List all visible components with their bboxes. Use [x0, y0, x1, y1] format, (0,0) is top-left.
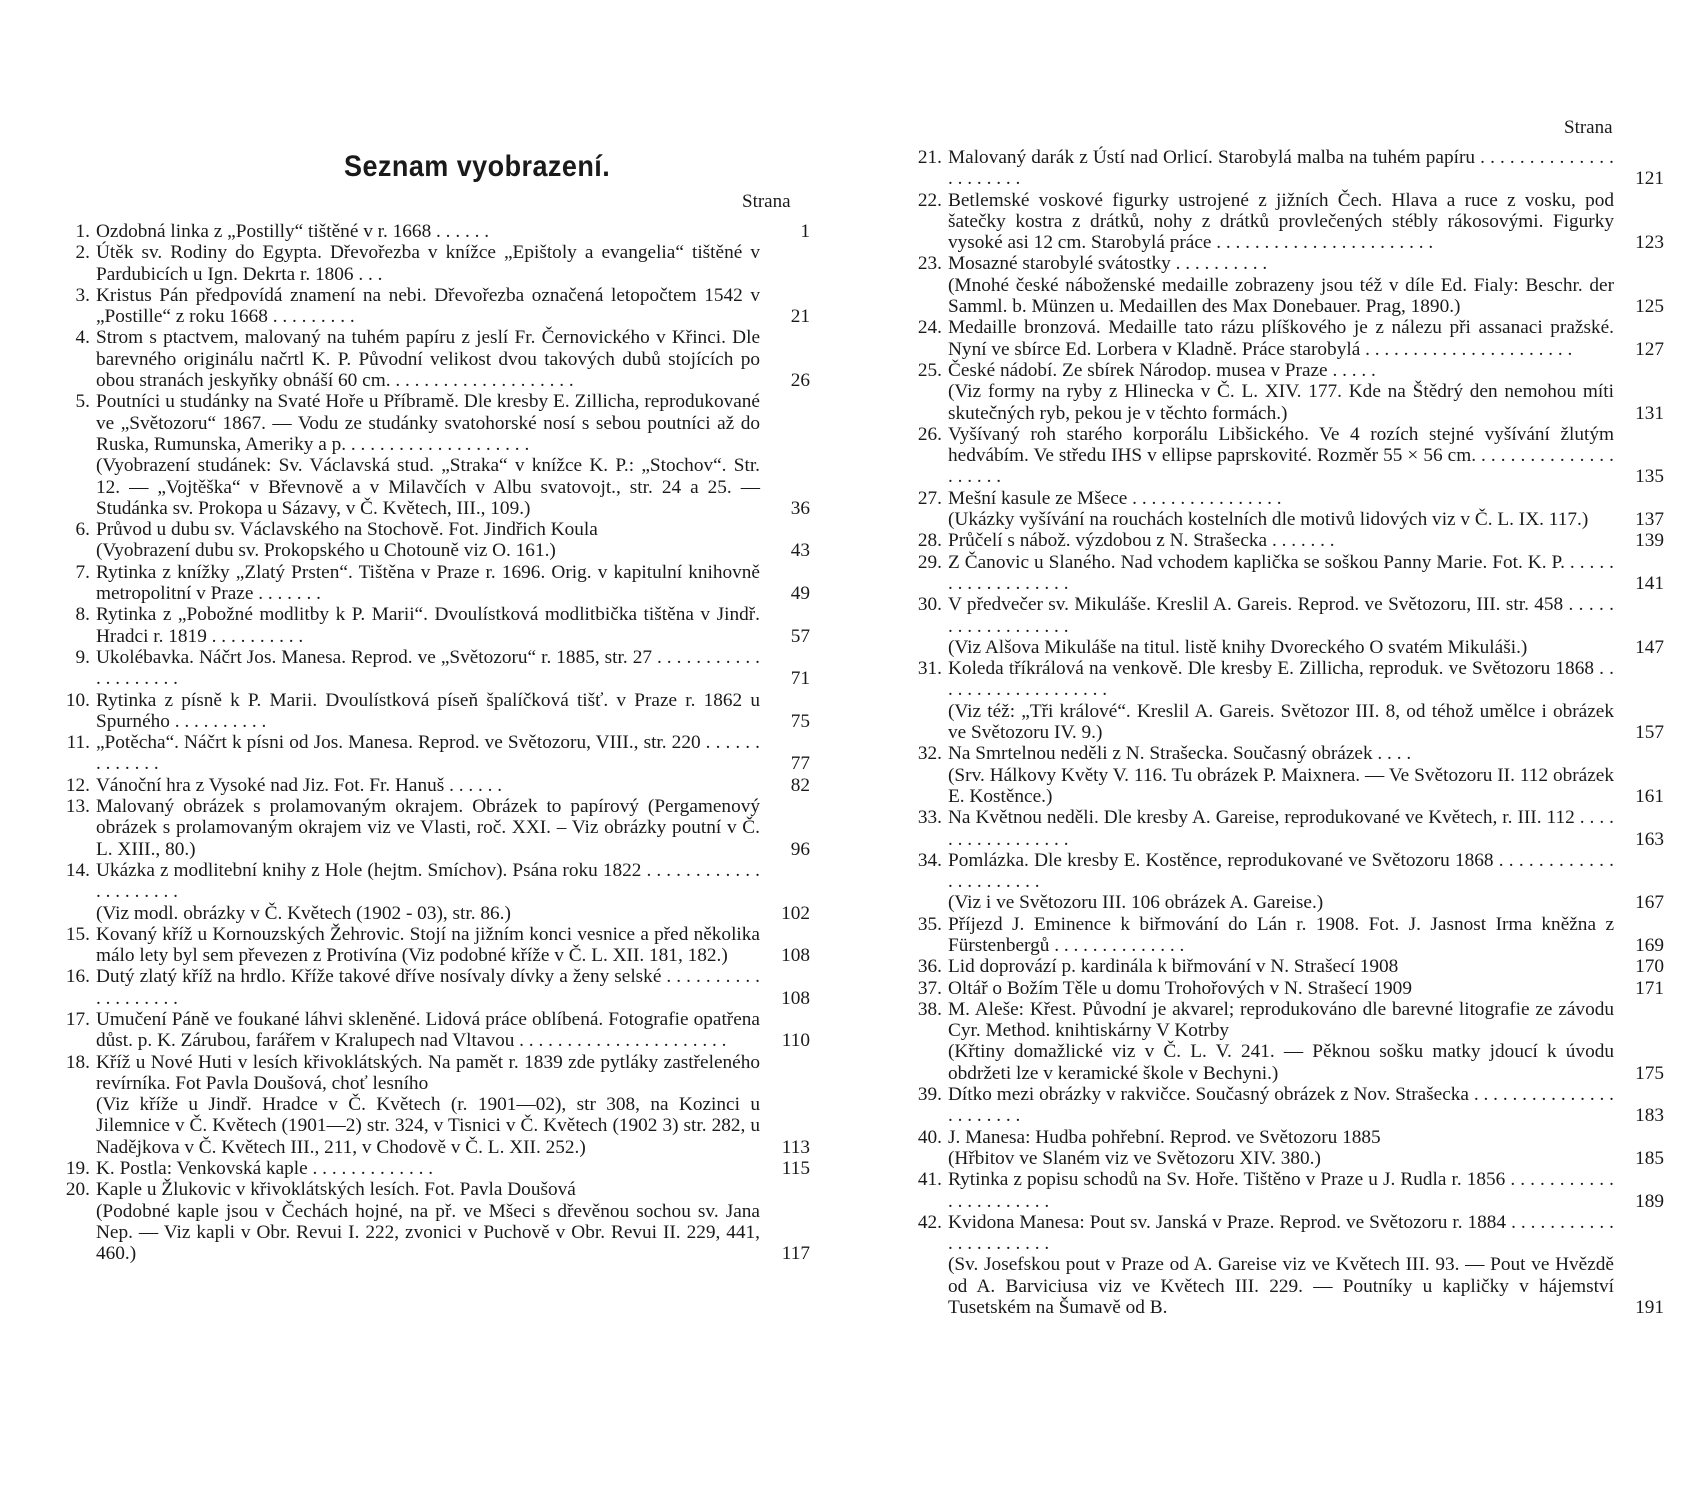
item-number: 42.: [917, 1211, 942, 1233]
list-item: [52, 327, 810, 391]
list-item: [52, 966, 810, 1009]
item-number: 40.: [917, 1126, 942, 1148]
page-number: 108: [781, 945, 810, 967]
item-caption: Průčelí s nábož. výzdobou z N. Strašecka . . . . . . .: [948, 530, 1335, 552]
item-number: 39.: [917, 1084, 942, 1106]
list-item: [904, 424, 1664, 488]
item-description: [948, 807, 1614, 850]
page-number: 75: [790, 710, 810, 732]
item-caption: Rytinka z popisu schodů na Sv. Hoře. Tištěno v Praze u J. Rudla r. 1856 . . . . . . . . . . . . . . . . . . . . . .: [948, 1169, 1614, 1212]
item-number: 13.: [65, 796, 90, 818]
page-number: 157: [1635, 722, 1664, 744]
list-item: [904, 1084, 1664, 1127]
item-description: [96, 796, 760, 860]
list-item: [52, 1179, 810, 1264]
item-number: 14.: [65, 859, 90, 881]
item-number: 4.: [75, 327, 90, 349]
page-number: 191: [1635, 1297, 1664, 1319]
item-caption: Příjezd J. Eminence k biřmování do Lán r. 1908. Fot. J. Jasnost Irma kněžna z Fürstenbergů . . . . . . . . . . . . . .: [948, 913, 1614, 956]
item-number: 10.: [65, 689, 90, 711]
item-description: [948, 658, 1614, 743]
item-caption: Malovaný obrázek s prolamovaným okrajem. Obrázek to papírový (Pergamenový obrázek s prolamovaným okrajem viz ve Vlasti, roč. XXI. – Viz obrázky poutní v Č. L. XIII., 80.): [96, 796, 760, 860]
item-number: 33.: [917, 807, 942, 829]
item-note: (Vyobrazení dubu sv. Prokopského u Chotouně viz O. 161.): [96, 540, 556, 562]
item-caption: Útěk sv. Rodiny do Egypta. Dřevořezba v knížce „Epištoly a evangelia“ tištěné v Pardubicích u Ign. Dekrta r. 1806 . . .: [96, 242, 760, 285]
item-description: [96, 860, 760, 924]
list-item: [52, 1052, 810, 1158]
list-item: [904, 147, 1664, 190]
item-note: (Viz kříže u Jindř. Hradce v Č. Květech (r. 1901—02), str 308, na Kozinci u Jilemnice v Č. Květech (1901—2) str. 324, v Tisnici v Č. Květech (1902 3) str. 282, u Nadějkova v Č. Květech III., 211, v Chodově v Č. L. XII. 252.): [96, 1094, 760, 1158]
page-number: 113: [781, 1136, 810, 1158]
item-number: 8.: [75, 604, 90, 626]
item-description: [948, 999, 1614, 1084]
item-caption: M. Aleše: Křest. Původní je akvarel; reprodukováno dle barevné litografie ze závodu Cyr. Method. knihtiskárny V Kotrby: [948, 998, 1614, 1042]
list-item: [52, 796, 810, 860]
item-description: [948, 978, 1614, 999]
item-caption: Medaille bronzová. Medaille tato rázu plíškového je z nálezu při assanaci pražské. Nyní ve sbírce Ed. Lorbera v Kladně. Práce starobylá . . . . . . . . . . . . . . . . . . . . . .: [948, 317, 1614, 360]
item-description: [948, 1169, 1614, 1212]
page-title: Seznam vyobrazení.: [344, 150, 611, 183]
item-caption: Na Smrtelnou neděli z N. Strašecka. Současný obrázek . . . .: [948, 743, 1412, 765]
item-number: 18.: [65, 1051, 90, 1073]
list-item: [904, 253, 1664, 317]
list-item: [904, 914, 1664, 957]
item-note: (Srv. Hálkovy Květy V. 116. Tu obrázek P. Maixnera. — Ve Světozoru II. 112 obrázek E. Kostěnce.): [948, 764, 1614, 807]
list-item: [52, 690, 810, 733]
page-column-header: Strana: [742, 191, 791, 212]
item-description: [948, 253, 1614, 317]
item-number: 16.: [65, 966, 90, 988]
page-number: 170: [1635, 956, 1664, 978]
item-number: 2.: [75, 242, 90, 264]
list-item: [52, 924, 810, 967]
page-number: 110: [781, 1030, 810, 1052]
list-item: [904, 999, 1664, 1084]
list-item: [904, 190, 1664, 254]
item-caption: Poutníci u studánky na Svaté Hoře u Příbramě. Dle kresby E. Zillicha, reprodukované ve „Světozoru“ 1867. — Vodu ze studánky svatohorské nosí s sebou poutníci až do Ruska, Rumunska, Ameriky a p. . . . . . . . . . . . . . . . . . . .: [96, 391, 760, 455]
page-number: 21: [790, 306, 810, 328]
item-number: 30.: [917, 594, 942, 616]
item-number: 19.: [65, 1158, 90, 1180]
page-number: 117: [781, 1243, 810, 1265]
list-item: [52, 242, 810, 285]
item-number: 22.: [917, 189, 942, 211]
list-item: [904, 850, 1664, 914]
page-number: 125: [1635, 296, 1664, 318]
item-caption: Oltář o Božím Těle u domu Trohořových v N. Strašecí 1909: [948, 977, 1412, 999]
page-number: 161: [1635, 785, 1664, 807]
item-description: [948, 594, 1614, 658]
item-description: [948, 552, 1614, 595]
page-number: 185: [1635, 1147, 1664, 1169]
item-number: 25.: [917, 359, 942, 381]
item-number: 32.: [917, 743, 942, 765]
item-caption: Kaple u Žlukovic v křivoklátských lesích. Fot. Pavla Doušová: [96, 1179, 576, 1201]
page-number: 127: [1635, 338, 1664, 360]
item-caption: Kristus Pán předpovídá znamení na nebi. Dřevořezba označená letopočtem 1542 v „Postille“ z roku 1668 . . . . . . . . .: [96, 284, 760, 328]
item-caption: Malovaný darák z Ústí nad Orlicí. Starobylá malba na tuhém papíru . . . . . . . . . . . . . . . . . . . . . .: [948, 147, 1614, 190]
page-number: 77: [790, 753, 810, 775]
item-note: (Mnohé české náboženské medaille zobrazeny jsou též v díle Ed. Fialy: Beschr. der Samml. b. Münzen u. Medaillen des Max Donebauer. Prag, 1890.): [948, 274, 1614, 318]
list-item: [904, 807, 1664, 850]
item-caption: Betlemské voskové figurky ustrojené z jižních Čech. Hlava a ruce z vosku, pod šatečky kostra z drátků, nohy z drátků provlečených stébly rákosovými. Figurky vysoké asi 12 cm. Starobylá práce . . . . . . . . . . . . . . . . . . . . . . .: [948, 189, 1614, 254]
item-caption: „Potěcha“. Náčrt k písni od Jos. Manesa. Reprod. ve Světozoru, VIII., str. 220 . . . . . . . . . . . . .: [96, 732, 760, 775]
item-number: 27.: [917, 487, 942, 509]
list-item: [904, 488, 1664, 531]
item-note: (Viz i ve Světozoru III. 106 obrázek A. Gareise.): [948, 892, 1324, 914]
item-note: (Ukázky vyšívání na rouchách kostelních dle motivů lidových viz v Č. L. IX. 117.): [948, 509, 1589, 531]
item-number: 35.: [917, 913, 942, 935]
page-number: 49: [790, 583, 810, 605]
item-description: [96, 924, 760, 967]
page-number: 137: [1635, 509, 1664, 531]
item-description: [948, 850, 1614, 914]
item-number: 17.: [65, 1008, 90, 1030]
item-note: (Viz též: „Tři králové“. Kreslil A. Gareis. Světozor III. 8, od téhož umělce i obrázek ve Světozoru IV. 9.): [948, 700, 1614, 744]
item-caption: V předvečer sv. Mikuláše. Kreslil A. Gareis. Reprod. ve Světozoru, III. str. 458 . . . . . . . . . . . . . . . . . .: [948, 594, 1614, 637]
illustration-list-left: [52, 221, 810, 1265]
page-number: 169: [1635, 934, 1664, 956]
item-description: [948, 743, 1614, 807]
item-number: 26.: [917, 423, 942, 445]
item-caption: Dutý zlatý kříž na hrdlo. Kříže takové dříve nosívaly dívky a ženy selské . . . . . . . . . . . . . . . . . . .: [96, 966, 760, 1009]
page-number: 141: [1635, 572, 1664, 594]
list-item: [52, 647, 810, 690]
item-description: [948, 424, 1614, 488]
item-description: [948, 956, 1614, 977]
item-number: 21.: [917, 147, 942, 168]
list-item: [52, 562, 810, 605]
item-description: [948, 1212, 1614, 1318]
item-caption: Rytinka z písně k P. Marii. Dvoulístková píseň špalíčková tišť. v Praze r. 1862 u Spurného . . . . . . . . . .: [96, 689, 760, 732]
page-number: 189: [1635, 1190, 1664, 1212]
page-number: 163: [1635, 828, 1664, 850]
item-number: 6.: [75, 519, 90, 541]
item-caption: Dítko mezi obrázky v rakvičce. Současný obrázek z Nov. Strašecka . . . . . . . . . . . . . . . . . . . . . . .: [948, 1084, 1614, 1127]
page-number: 82: [790, 774, 810, 796]
item-caption: České nádobí. Ze sbírek Národop. musea v Praze . . . . .: [948, 359, 1376, 381]
item-description: [948, 914, 1614, 957]
list-item: [52, 285, 810, 328]
item-description: [948, 147, 1614, 190]
item-caption: K. Postla: Venkovská kaple . . . . . . . . . . . . .: [96, 1158, 434, 1180]
item-caption: Kříž u Nové Huti v lesích křivoklátských. Na pamět r. 1839 zde pytláky zastřeleného revírníka. Fot Pavla Doušová, choť lesního: [96, 1051, 760, 1094]
list-item: [904, 530, 1664, 551]
item-caption: Mosazné starobylé svátostky . . . . . . . . . .: [948, 253, 1268, 275]
item-caption: Umučení Páně ve foukané láhvi skleněné. Lidová práce oblíbená. Fotografie opatřena důst. p. K. Zárubou, farářem v Kralupech nad Vltavou . . . . . . . . . . . . . . . . . . . . . .: [96, 1008, 760, 1052]
item-number: 37.: [917, 977, 942, 999]
item-number: 24.: [917, 317, 942, 339]
item-caption: Rytinka z „Pobožné modlitby k P. Marii“. Dvoulístková modlitbička tištěna v Jindř. Hradci r. 1819 . . . . . . . . . .: [96, 604, 760, 647]
list-item: [904, 956, 1664, 977]
page-number: 123: [1635, 232, 1664, 254]
item-number: 31.: [917, 658, 942, 680]
page-number: 36: [790, 497, 810, 519]
item-description: [948, 360, 1614, 424]
page-number: 131: [1635, 402, 1664, 424]
page-column-header: Strana: [1564, 117, 1613, 138]
item-description: [96, 732, 760, 775]
list-item: [904, 658, 1664, 743]
item-description: [96, 562, 760, 605]
item-number: 23.: [917, 253, 942, 275]
item-caption: Pomlázka. Dle kresby E. Kostěnce, reprodukované ve Světozoru 1868 . . . . . . . . . . . . . . . . . . . . . .: [948, 849, 1614, 893]
item-number: 9.: [75, 646, 90, 668]
item-description: [96, 1158, 760, 1179]
item-caption: Ozdobná linka z „Postilly“ tištěné v r. 1668 . . . . . .: [96, 221, 490, 242]
page-number: 167: [1635, 892, 1664, 914]
page-number: 26: [790, 370, 810, 392]
item-number: 15.: [65, 923, 90, 945]
item-caption: J. Manesa: Hudba pohřební. Reprod. ve Světozoru 1885: [948, 1126, 1381, 1148]
list-item: [904, 360, 1664, 424]
item-description: [948, 317, 1614, 360]
list-item: [904, 978, 1664, 999]
item-number: 29.: [917, 551, 942, 573]
item-description: [948, 1084, 1614, 1127]
item-number: 20.: [65, 1179, 90, 1201]
item-description: [96, 1009, 760, 1052]
item-description: [96, 285, 760, 328]
item-note: (Sv. Josefskou pout v Praze od A. Gareise viz ve Květech III. 93. — Pout ve Hvězdě od A. Barviciusa viz ve Květech III. 229. — Poutníky u kapličky v hájemství Tusetském na Šumavě od B.: [948, 1254, 1614, 1319]
page-number: 57: [790, 625, 810, 647]
item-description: [96, 647, 760, 690]
list-item: [904, 1169, 1664, 1212]
list-item: [904, 1212, 1664, 1318]
item-description: [96, 391, 760, 519]
page-number: 108: [781, 987, 810, 1009]
page-number: 43: [790, 540, 810, 562]
item-caption: Z Čanovic u Slaného. Nad vchodem kaplička se soškou Panny Marie. Fot. K. P. . . . . . . . . . . . . . . . . . .: [948, 551, 1614, 594]
item-description: [948, 488, 1614, 531]
item-number: 38.: [917, 998, 942, 1020]
item-caption: Kvidona Manesa: Pout sv. Janská v Praze. Reprod. ve Světozoru r. 1884 . . . . . . . . . . . . . . . . . . . . . .: [948, 1211, 1614, 1255]
list-item: [52, 1158, 810, 1179]
page-number: 115: [781, 1158, 810, 1180]
item-caption: Vyšívaný roh starého korporálu Libšického. Ve 4 rozích stejné vyšívání žlutým hedvábím. Ve středu IHS v ellipse paprskovité. Rozměr 55 × 56 cm. . . . . . . . . . . . . . . . . . . . .: [948, 423, 1614, 488]
item-caption: Mešní kasule ze Mšece . . . . . . . . . . . . . . . .: [948, 487, 1282, 509]
item-number: 28.: [917, 530, 942, 552]
item-note: (Viz formy na ryby z Hlinecka v Č. L. XIV. 177. Kde na Štědrý den nemohou míti skutečných ryb, pekou je v těchto formách.): [948, 381, 1614, 424]
list-item: [52, 604, 810, 647]
page-number: 71: [790, 668, 810, 690]
item-number: 11.: [66, 732, 90, 754]
page-number: 175: [1635, 1062, 1664, 1084]
illustration-list-right: [904, 147, 1664, 1318]
list-item: [52, 221, 810, 242]
page-number: 96: [790, 838, 810, 860]
page-number: 183: [1635, 1105, 1664, 1127]
item-description: [948, 190, 1614, 254]
item-description: [96, 327, 760, 391]
item-caption: Strom s ptactvem, malovaný na tuhém papíru z jeslí Fr. Černovického v Křinci. Dle barevného originálu načrtl K. P. Původní velikost dvou takových dubů stojících po obou stranách jeskyňky obnáší 60 cm. . . . . . . . . . . . . . . . . . . .: [96, 327, 760, 392]
list-item: [52, 1009, 810, 1052]
list-item: [52, 775, 810, 796]
item-description: [96, 221, 760, 242]
item-note: (Hřbitov ve Slaném viz ve Světozoru XIV. 380.): [948, 1147, 1321, 1169]
item-note: (Vyobrazení studánek: Sv. Václavská stud. „Straka“ v knížce K. P.: „Stochov“. Str. 12. — „Vojtěška“ v Břevnově a v Milavčích v Albu svatovojt., str. 24 a 25. — Studánka sv. Prokopa u Sázavy, v Č. Květech, III., 109.): [96, 455, 760, 519]
item-caption: Ukázka z modlitební knihy z Hole (hejtm. Smíchov). Psána roku 1822 . . . . . . . . . . . . . . . . . . . . .: [96, 859, 760, 903]
item-number: 3.: [75, 284, 90, 306]
list-item: [52, 860, 810, 924]
item-caption: Rytinka z knížky „Zlatý Prsten“. Tištěna v Praze r. 1696. Orig. v kapitulní knihovně metropolitní v Praze . . . . . . .: [96, 561, 760, 605]
item-note: (Viz Alšova Mikuláše na titul. listě knihy Dvoreckého O svatém Mikuláši.): [948, 636, 1528, 658]
list-item: [904, 594, 1664, 658]
list-item: [904, 552, 1664, 595]
page-number: 121: [1635, 168, 1664, 190]
item-number: 12.: [65, 774, 90, 796]
page-number: 102: [781, 902, 810, 924]
item-description: [96, 775, 760, 796]
item-caption: Koleda tříkrálová na venkově. Dle kresby E. Zillicha, reproduk. ve Světozoru 1868 . . . . . . . . . . . . . . . . . . .: [948, 658, 1614, 701]
item-description: [96, 604, 760, 647]
list-item: [52, 391, 810, 519]
list-item: [52, 519, 810, 562]
item-description: [96, 690, 760, 733]
item-number: 36.: [917, 956, 942, 978]
item-description: [96, 1052, 760, 1158]
item-note: (Křtiny domažlické viz v Č. L. V. 241. — Pěknou sošku matky jdoucí k úvodu obdržeti lze v keramické škole v Bechyni.): [948, 1041, 1614, 1084]
page-number: 1: [800, 221, 810, 242]
item-caption: Vánoční hra z Vysoké nad Jiz. Fot. Fr. Hanuš . . . . . .: [96, 774, 503, 796]
item-description: [948, 530, 1614, 551]
item-note: (Podobné kaple jsou v Čechách hojné, na př. ve Mšeci s dřevěnou sochou sv. Jana Nep. — Viz kapli v Obr. Revui I. 222, zvonici v Puchově v Obr. Revui II. 229, 441, 460.): [96, 1200, 760, 1265]
page-number: 139: [1635, 530, 1664, 552]
item-description: [96, 242, 760, 285]
item-caption: Na Květnou neděli. Dle kresby A. Gareise, reprodukované ve Květech, r. III. 112 . . . . . . . . . . . . . . . . .: [948, 807, 1614, 850]
page-number: 171: [1635, 977, 1664, 999]
item-note: (Viz modl. obrázky v Č. Květech (1902 - 03), str. 86.): [96, 902, 511, 924]
item-caption: Kovaný kříž u Kornouzských Žehrovic. Stojí na jižním konci vesnice a před několika málo lety byl sem převezen z Protivína (Viz podobné kříže v Č. L. XII. 181, 182.): [96, 923, 760, 967]
list-item: [904, 317, 1664, 360]
item-number: 7.: [75, 561, 90, 583]
item-description: [948, 1127, 1614, 1170]
list-item: [904, 743, 1664, 807]
page-number: 135: [1635, 466, 1664, 488]
list-item: [904, 1127, 1664, 1170]
item-description: [96, 1179, 760, 1264]
item-description: [96, 519, 760, 562]
item-number: 34.: [917, 849, 942, 871]
item-number: 1.: [75, 221, 90, 242]
page-number: 147: [1635, 636, 1664, 658]
list-item: [52, 732, 810, 775]
item-description: [96, 966, 760, 1009]
item-caption: Lid doprovází p. kardinála k biřmování v N. Strašecí 1908: [948, 956, 1399, 978]
item-caption: Průvod u dubu sv. Václavského na Stochově. Fot. Jindřich Koula: [96, 519, 598, 541]
item-number: 5.: [75, 391, 90, 413]
item-number: 41.: [917, 1169, 942, 1191]
item-caption: Ukolébavka. Náčrt Jos. Manesa. Reprod. ve „Světozoru“ r. 1885, str. 27 . . . . . . . . . . . . . . . . . . . .: [96, 646, 760, 690]
